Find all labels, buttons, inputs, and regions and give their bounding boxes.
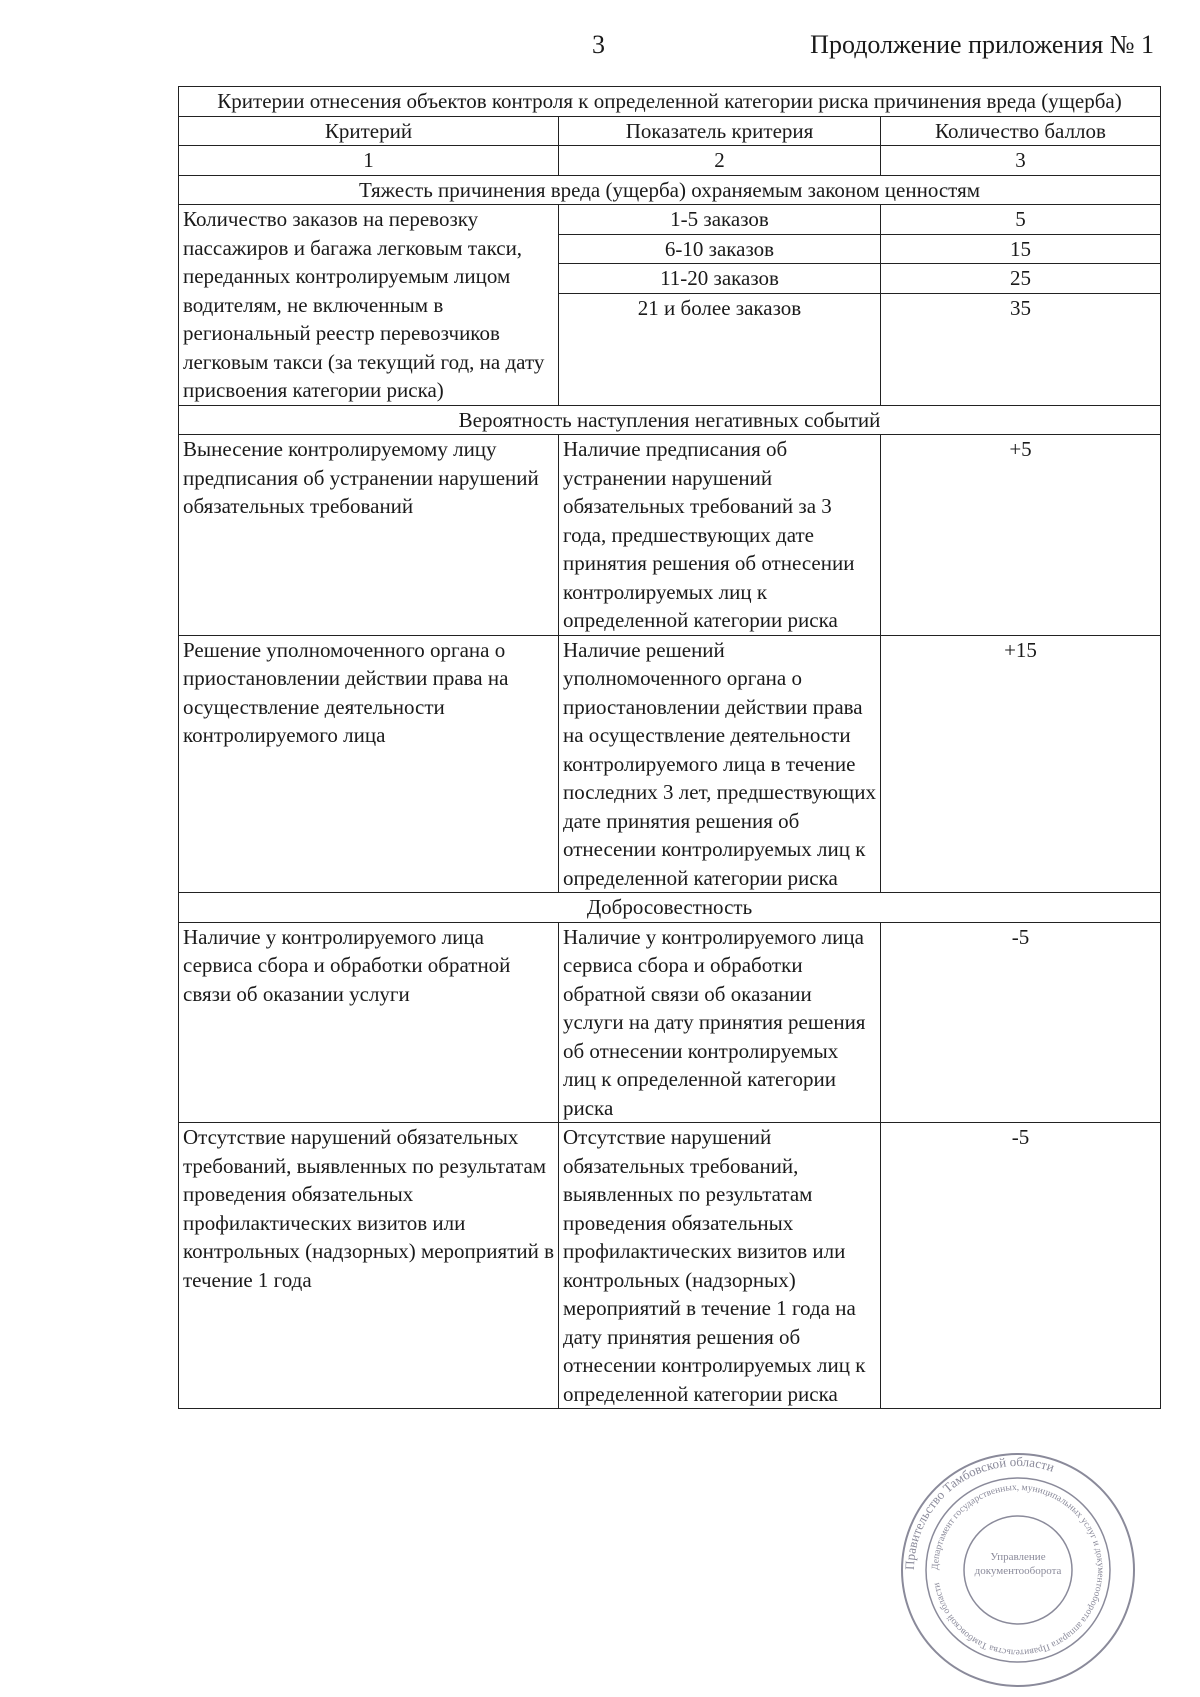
criterion-cell: Отсутствие нарушений обязательных требований, выявленных по результатам проведения обязательных профилактических визитов или контрольных (надзорных) мероприятий в течение 1 года: [179, 1123, 559, 1409]
indicator-cell: Наличие решений уполномоченного органа о приостановлении действии права на осуществление деятельности контролируемого лица в течение последних 3 лет, предшествующих дате принятия решения об отнесении контролируемых лиц к определенной категории риска: [559, 635, 881, 893]
column-header-indicator: Показатель критерия: [559, 116, 881, 146]
indicator-cell: Наличие предписания об устранении нарушений обязательных требований за 3 года, предшествующих дате принятия решения об отнесении контролируемых лиц к определенной категории риска: [559, 435, 881, 636]
column-header-points: Количество баллов: [881, 116, 1161, 146]
indicator-range: 21 и более заказов: [637, 295, 802, 320]
column-number: 2: [559, 146, 881, 176]
points-cell: [881, 205, 1161, 406]
indicator-cell: Отсутствие нарушений обязательных требований, выявленных по результатам проведения обязательных профилактических визитов или контрольных (надзорных) мероприятий в течение 1 года на дату принятия решения об отнесении контролируемых лиц к определенной категории риска: [559, 1123, 881, 1409]
criterion-cell: Решение уполномоченного органа о приостановлении действии права на осуществление деятельности контролируемого лица: [179, 635, 559, 893]
table-title: Критерии отнесения объектов контроля к определенной категории риска причинения вреда (ущерба): [179, 87, 1161, 117]
indicator-cell: [559, 205, 881, 406]
column-number: 1: [179, 146, 559, 176]
page-number: 3: [592, 30, 605, 59]
points-value: 5: [881, 205, 1160, 235]
section-title-integrity: Добросовестность: [179, 893, 1161, 923]
appendix-label: Продолжение приложения № 1: [810, 30, 1154, 59]
criterion-cell: Количество заказов на перевозку пассажиров и багажа легковым такси, переданных контролируемым лицом водителям, не включенным в региональный реестр перевозчиков легковым такси (за текущий год, на дату присвоения категории риска): [179, 205, 559, 406]
stamp-center-text: Управление документооборота: [974, 1551, 1062, 1577]
points-cell: -5: [881, 1123, 1161, 1409]
risk-criteria-table: [178, 86, 1161, 1409]
section-title-severity: Тяжесть причинения вреда (ущерба) охраняемым законом ценностям: [179, 175, 1161, 205]
stamp-outer-text: Правительство Тамбовской области: [901, 1453, 1057, 1571]
indicator-range: 11-20 заказов: [559, 264, 880, 294]
criterion-cell: Наличие у контролируемого лица сервиса сбора и обработки обратной связи об оказании услуги: [179, 922, 559, 1123]
indicator-range: 1-5 заказов: [559, 205, 880, 235]
column-header-criterion: Критерий: [179, 116, 559, 146]
column-number: 3: [881, 146, 1161, 176]
points-cell: +15: [881, 635, 1161, 893]
criterion-cell: Вынесение контролируемому лицу предписания об устранении нарушений обязательных требований: [179, 435, 559, 636]
stamp-middle-text: Департамент государственных, муниципальных услуг и документооборота аппарата Правительства Тамбовской области: [930, 1482, 1106, 1658]
indicator-cell: Наличие у контролируемого лица сервиса сбора и обработки обратной связи об оказании услуги на дату принятия решения об отнесении контролируемых лиц к определенной категории риска: [559, 922, 881, 1123]
points-cell: +5: [881, 435, 1161, 636]
official-stamp: [898, 1450, 1138, 1690]
points-cell: -5: [881, 922, 1161, 1123]
indicator-range: 6-10 заказов: [559, 235, 880, 265]
points-value: 15: [881, 235, 1160, 265]
section-title-probability: Вероятность наступления негативных событий: [179, 405, 1161, 435]
points-value: 35: [1010, 295, 1031, 320]
points-value: 25: [881, 264, 1160, 294]
